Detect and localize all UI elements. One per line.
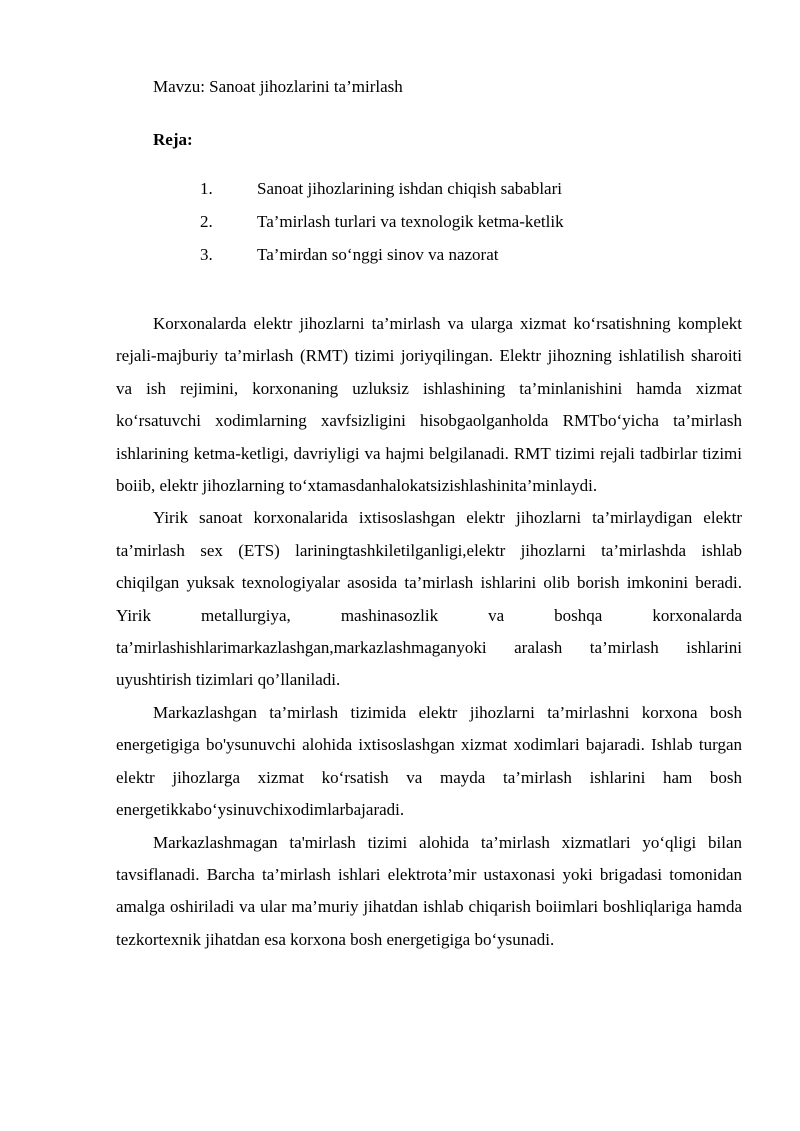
paragraph-repair-shops: Yirik sanoat korxonalarida ixtisoslashgan elektr jihozlarni ta’mirlaydigan elektr ta’mirlash sex (ETS) lariningtashkiletilganligi,elektr jihozlarni ta’mirlashda ishlab chiqilgan yuksak texnologiyalar asosida ta’mirlash ishlarini olib borish imkonini beradi. Yirik metallurgiya, mashinasozlik va boshqa korxonalarda ta’mirlashishlarimarkazlashgan,markazlashmaganyoki aralash ta’mirlash ishlarini uyushtirish tizimlari qo’llaniladi. xyxy=(116,508,742,690)
document-topic: Mavzu: Sanoat jihozlarini ta’mirlash xyxy=(153,77,403,96)
plan-item xyxy=(200,211,564,244)
plan-item xyxy=(200,244,564,277)
plan-item-text: Sanoat jihozlarining ishdan chiqish sabablari xyxy=(257,179,562,198)
body-text xyxy=(116,308,742,956)
paragraph-decentralized-repair: Markazlashmagan ta'mirlash tizimi alohida ta’mirlash xizmatlari yo‘qligi bilan tavsiflanadi. Barcha ta’mirlash ishlari elektrota’mir ustaxonasi yoki brigadasi tomonidan amalga oshiriladi va ular ma’muriy jihatdan ishlab chiqarish boiimlari boshliqlariga hamda tezkortexnik jihatdan esa korxona bosh energetigiga bo‘ysunadi. xyxy=(116,832,742,949)
plan-item-number: 1. xyxy=(200,179,213,198)
paragraph-centralized-repair: Markazlashgan ta’mirlash tizimida elektr jihozlarni ta’mirlashni korxona bosh energetigiga bo'ysunuvchi alohida ixtisoslashgan xizmat xodimlari bajaradi. Ishlab turgan elektr jihozlarga xizmat ko‘rsatish va mayda ta’mirlash ishlarini ham bosh energetikkabo‘ysinuvchixodimlarbajaradi. xyxy=(116,702,742,820)
paragraph-rmt-system: Korxonalarda elektr jihozlarni ta’mirlash va ularga xizmat ko‘rsatishning komplekt rejali-majburiy ta’mirlash (RMT) tizimi joriyqilingan. Elektr jihozning ishlatilish sharoiti va ish rejimini, korxonaning uzluksiz ishlashining ta’minlanishini hamda xizmat ko‘rsatuvchi xodimlarning xavfsizligini hisobgaolganholda RMTbo‘yicha ta’mirlash ishlarining ketma-ketligi, davriyligi va hajmi belgilanadi. RMT tizimi rejali tadbirlar tizimi boiib, elektr jihozlarning to‘xtamasdanhalokatsizishlashinita’minlaydi. xyxy=(116,314,742,496)
plan-item-text: Ta’mirlash turlari va texnologik ketma-ketlik xyxy=(257,212,564,231)
plan-list xyxy=(200,178,564,277)
plan-item-number: 2. xyxy=(200,212,213,231)
plan-item xyxy=(200,178,564,211)
plan-heading: Reja: xyxy=(153,130,193,149)
plan-item-number: 3. xyxy=(200,245,213,264)
plan-item-text: Ta’mirdan so‘nggi sinov va nazorat xyxy=(257,245,499,264)
